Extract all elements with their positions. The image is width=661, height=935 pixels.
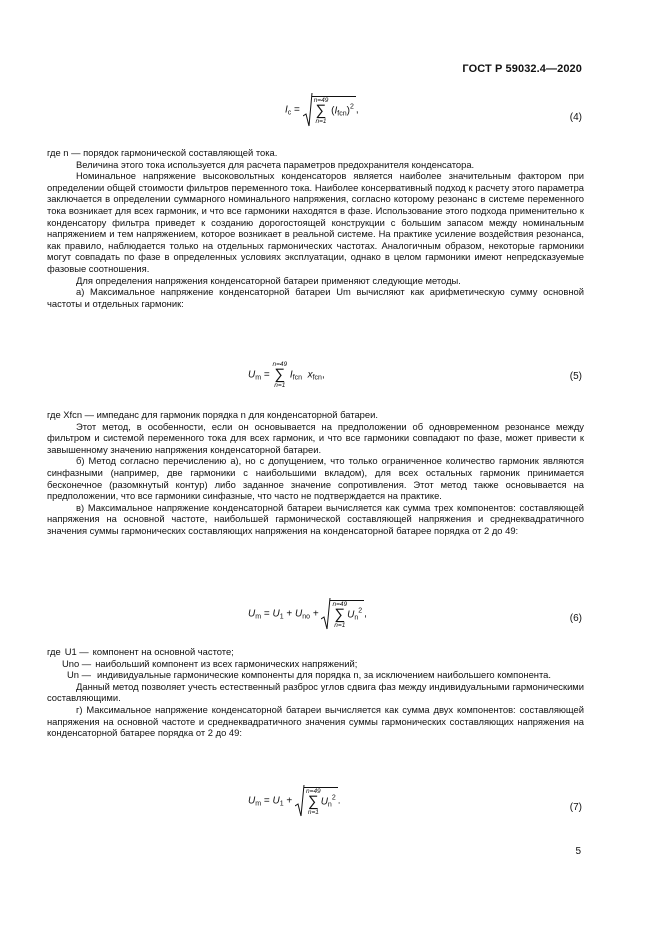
equation-7 (0, 784, 661, 824)
paragraph: Этот метод, в особенности, если он основывается на предположении об одновременном резонансе между фильтром и системой переменного тока для всех гармоник, и что все гармоники совпадают по фазе, может привести к завышенному значению напряжения конденсаторной батареи. (47, 420, 584, 455)
equation-5-formula: $U_m$ = n=49 ∑ n=1 $I_{fcn}$ $x_{fcn}$, (248, 361, 325, 389)
equation-6-number: (6) (569, 613, 582, 624)
standard-header: ГОСТ Р 59032.4—2020 (462, 63, 582, 75)
sum-operator: n=49 ∑ n=1 (313, 96, 329, 125)
sum-operator: n=49 ∑ n=1 (332, 600, 348, 629)
paragraph: Величина этого тока используется для расчета параметров предохранителя конденсатора. (76, 158, 475, 170)
definition-row: Uno — наибольший компонент из всех гармонических напряжений; (62, 657, 358, 669)
paragraph: а) Максимальное напряжение конденсаторной батареи Um вычисляют как арифметическую сумму основной частоты и отдельных гармоник: (47, 286, 584, 309)
paragraph: где n — порядок гармонической составляющей тока. (47, 147, 278, 158)
equation-6 (0, 597, 661, 637)
paragraph: Для определения напряжения конденсаторной батареи применяют следующие методы. (76, 274, 461, 286)
equation-6-formula: $U_m = U_1 + U_{no}$ + n=49 ∑ n=1 $U_n^2$ , (248, 597, 367, 631)
text-block-2 (47, 409, 584, 537)
equation-5 (0, 361, 661, 401)
equation-7-number: (7) (569, 802, 582, 813)
definitions-list (47, 646, 584, 681)
sum-operator: n=49 ∑ n=1 (306, 787, 321, 816)
page-number: 5 (575, 846, 581, 857)
equation-7-formula: $U_m = U_1$ + n=49 ∑ n=1 $U_n^2$ . (248, 784, 341, 818)
equation-4 (0, 92, 661, 132)
definition-row: Un — индивидуальные гармонические компоненты для порядка n, за исключением наибольшего компонента. (67, 669, 551, 681)
equation-4-number: (4) (569, 112, 582, 123)
paragraph: Данный метод позволяет учесть естественный разброс углов сдвига фаз между индивидуальными гармоническими составляющими. (47, 680, 584, 704)
definitions-block (47, 646, 584, 739)
paragraph: б) Метод согласно перечислению а), но с допущением, что только ограниченное количество гармоник являются синфазными (например, две гармоники с наибольшими вкладом), для всех остальных гармоник принимается бесконечное (разомкнутый контур) либо заданное значение сопротивления. Этот метод также основывается на предположении, что все гармоники синфазные, что часто не подтверждается на практике. (47, 455, 584, 502)
paragraph: г) Максимальное напряжение конденсаторной батареи вычисляется как сумма двух компонентов: составляющей напряжения на основной частоте и среднеквадратичного значения суммы гармонических составляющих напряжения на конденсаторной батарее порядка от 2 до 49: (47, 703, 584, 739)
text-block-1 (47, 147, 584, 309)
paragraph: где Xfcn — импеданс для гармоник порядка n для конденсаторной батареи. (47, 409, 378, 420)
equation-5-number: (5) (569, 371, 582, 382)
paragraph: в) Максимальное напряжение конденсаторной батареи вычисляется как сумма трех компонентов: составляющей напряжения на основной частоте, наибольшей гармонической составляющей напряжения и среднеквадратичного значения суммы гармонических составляющих напряжения на конденсаторной батарее порядка от 2 до 49: (47, 501, 584, 536)
sum-operator: n=49 ∑ n=1 (272, 361, 288, 389)
definition-row: где U1 — компонент на основной частоте; (47, 646, 234, 657)
paragraph: Номинальное напряжение высоковольтных конденсаторов является наиболее значительным фактором при определении общей стоимости фильтров переменного тока. Наиболее консервативный подход к расчету этого параметра заключается в определении суммарного номинального напряжения, согласно которому резонанс в системе переменного тока возникает для всех гармоник, и что все гармоники находятся в фазе. Использование этого подхода применительно к конденсатору фильтра приведет к созданию дорогостоящей конструкции с большим запасом между номинальным напряжением и тем напряжением, которое возникает в реальной системе. На практике усиление воздействия резонанса, как правило, наблюдается только на отдельных гармонических частотах. Аналогичным образом, некоторые гармоники могут совпадать по фазе в определенных условиях эксплуатации, однако в целом гармоники имеют непредсказуемые фазовые соотношения. (47, 170, 584, 274)
equation-4-formula: $I_c$ = n=49 ∑ n=1 $(I_{fcn})^2$ , (285, 92, 359, 128)
